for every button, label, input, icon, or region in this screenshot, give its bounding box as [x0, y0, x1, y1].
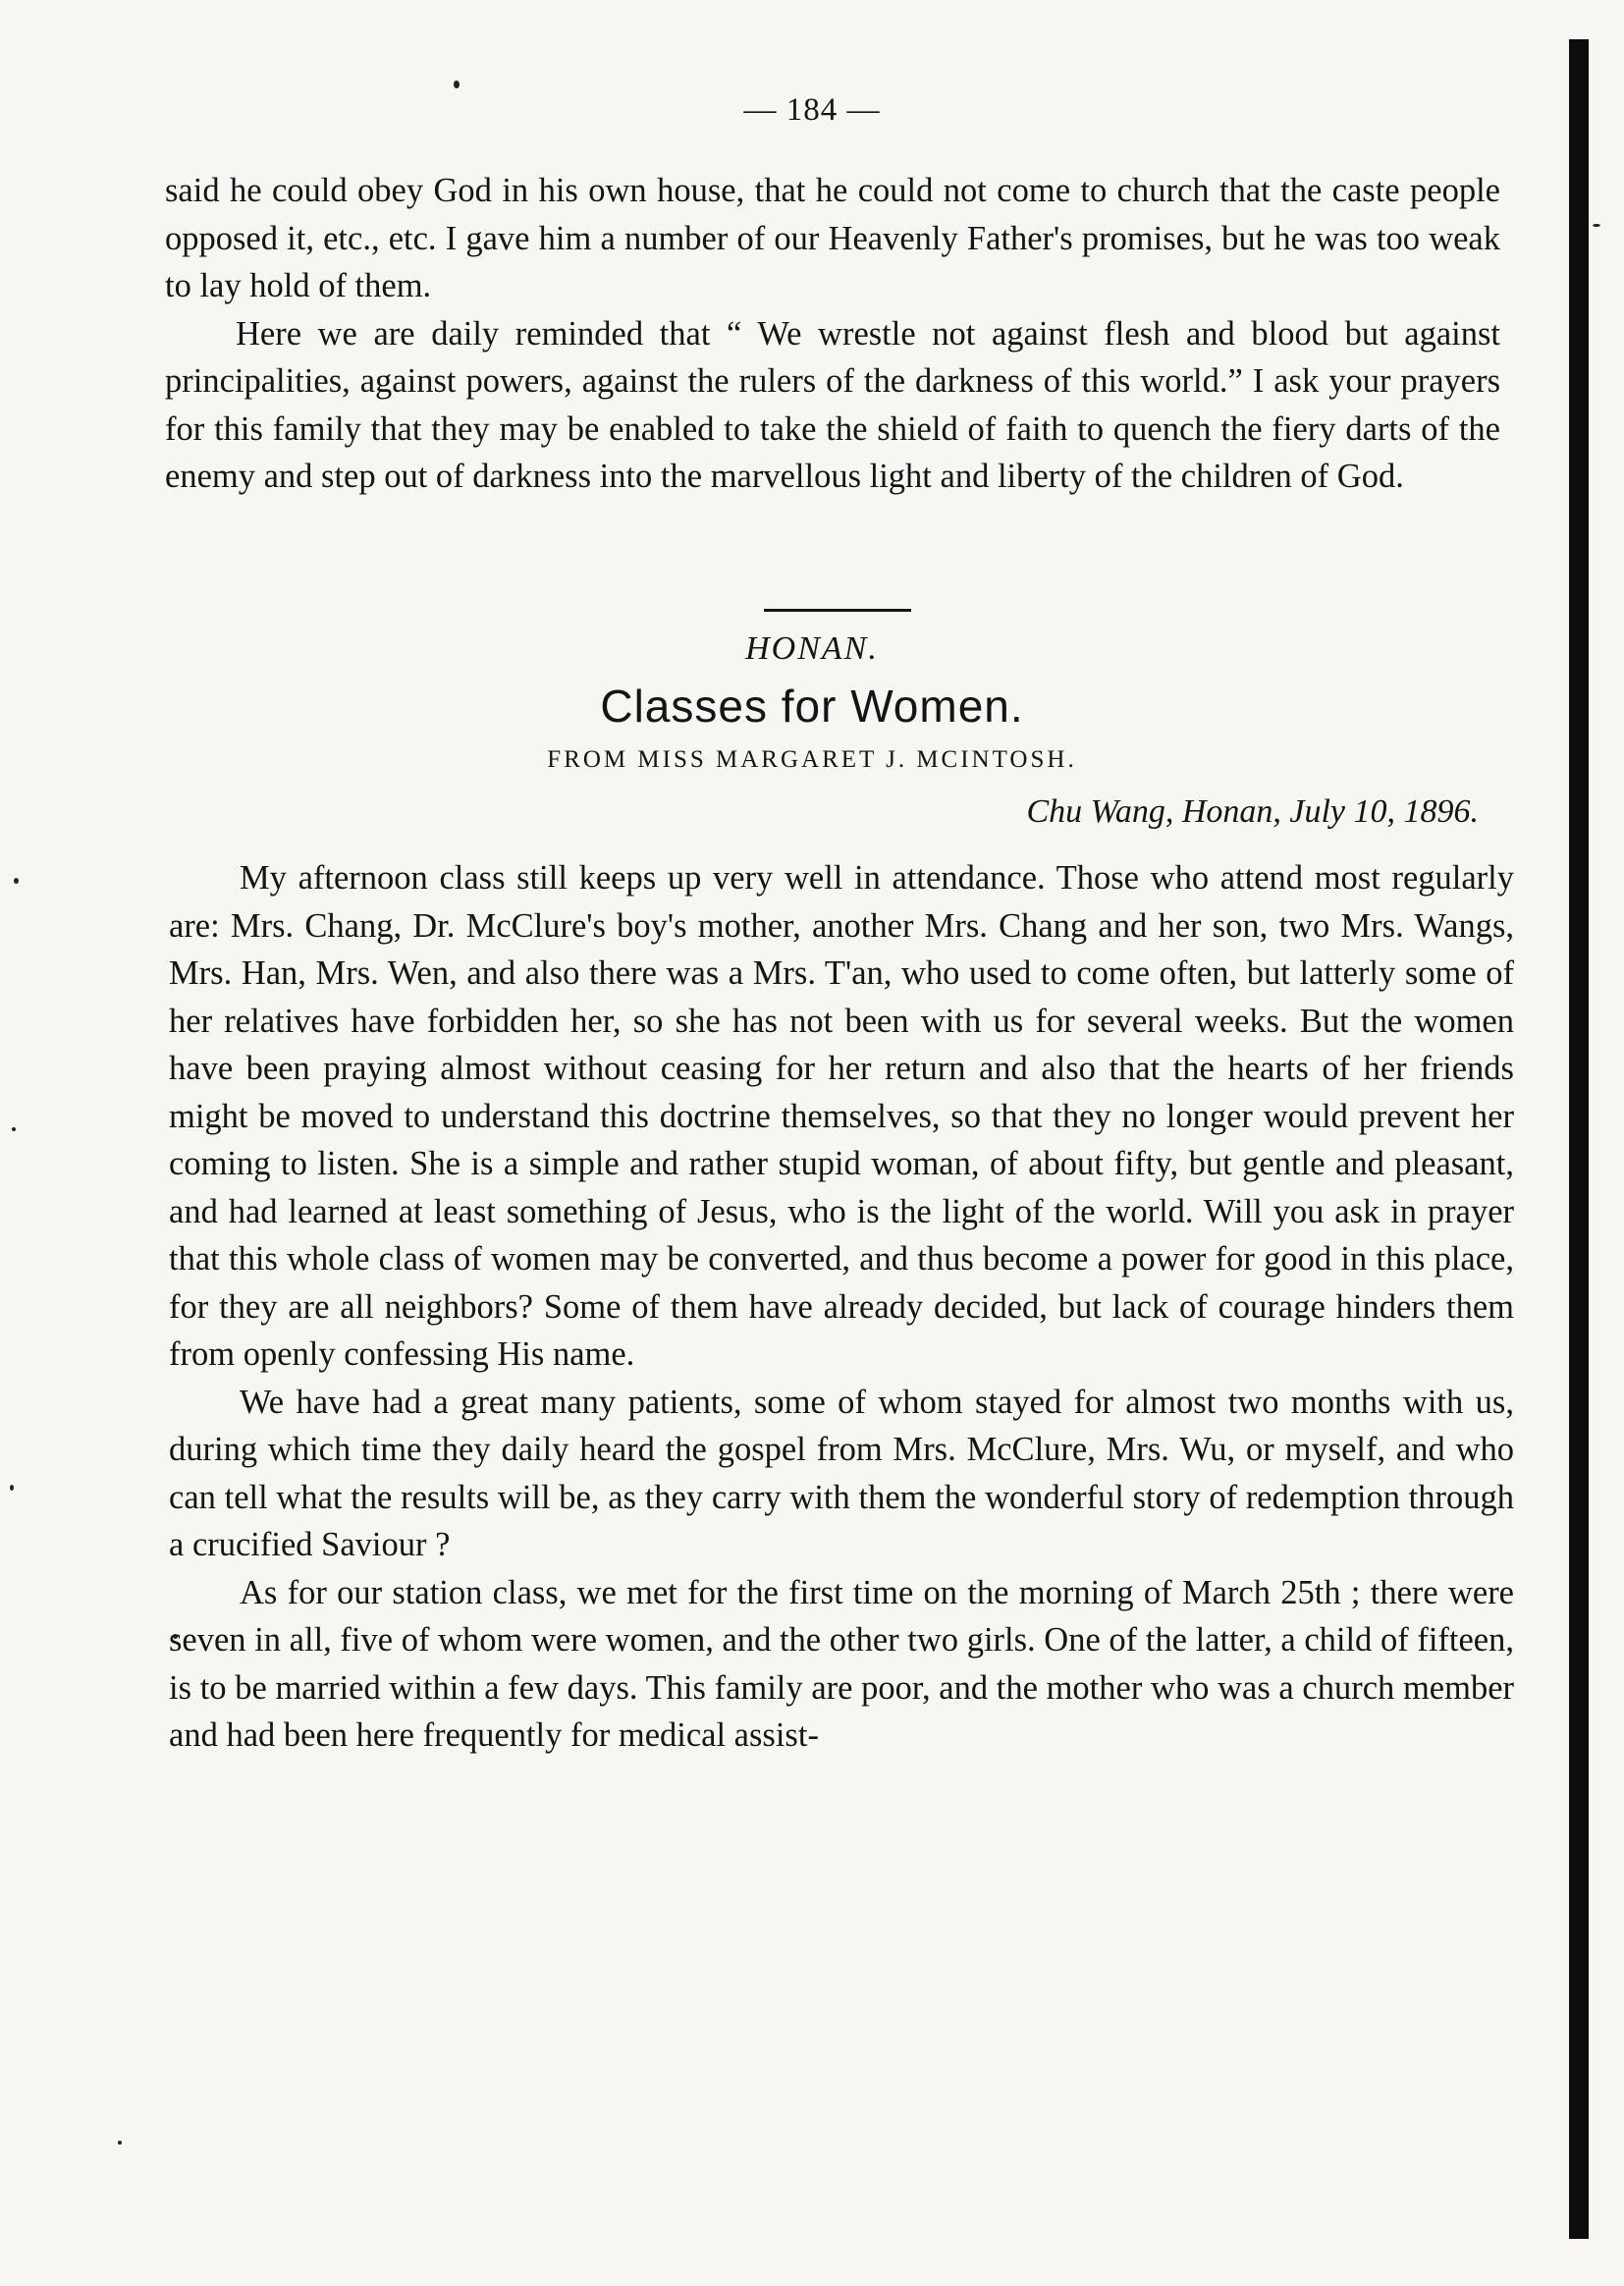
region-heading: HONAN.: [745, 630, 879, 667]
paragraph: We have had a great many patients, some of whom stayed for almost two months with us, during which time they daily heard the gospel from Mrs. McClure, Mrs. Wu, or myself, and who can tell what the results will be, as they carry with them the wonderful story of redemption through a crucified Saviour ?: [169, 1383, 1514, 1563]
paragraph: My afternoon class still keeps up very well in attendance. Those who attend most regularly are: Mrs. Chang, Dr. McClure's boy's mother, another Mrs. Chang and her son, two Mrs. Wangs, Mrs. Han, Mrs. Wen, and also there was a Mrs. T'an, who used to come often, but latterly some of her relatives have forbidden her, so she has not been with us for several weeks. But the women have been praying almost without ceasing for her return and also that the hearts of her friends might be moved to understand this doctrine themselves, so that they no longer would prevent her coming to listen. She is a simple and rather stupid woman, of about fifty, but gentle and pleasant, and had learned at least something of Jesus, who is the light of the world. Will you ask in prayer that this whole class of women may be converted, and thus become a power for good in this place, for they are all neighbors? Some of them have already decided, but lack of courage hinders them from openly confessing His name.: [169, 859, 1514, 1373]
page-edge-shadow: [1569, 39, 1589, 2239]
paragraph: As for our station class, we met for the first time on the morning of March 25th ; there were seven in all, five of whom were women, and the other two girls. One of the latter, a child of fifteen, is to be married within a few days. This family are poor, and the mother who was a church member and had been here frequently for medical assist-: [169, 1573, 1514, 1754]
article-body: [169, 854, 1514, 1760]
scan-speck: [14, 878, 19, 884]
scan-speck: [1593, 224, 1600, 227]
scan-speck: [10, 1485, 14, 1491]
paragraph: said he could obey God in his own house, that he could not come to church that the caste people opposed it, etc., etc. I gave him a number of our Heavenly Father's promises, but he was too weak to lay hold of them.: [165, 172, 1500, 304]
scan-speck: [454, 81, 460, 88]
byline: FROM MISS MARGARET J. MCINTOSH.: [547, 746, 1077, 773]
article-title: Classes for Women.: [600, 680, 1024, 732]
paragraph: Here we are daily reminded that “ We wrestle not against flesh and blood but against principalities, against powers, against the rulers of the darkness of this world.” I ask your prayers for this family that they may be enabled to take the shield of faith to quench the fiery darts of the enemy and step out of darkness into the marvellous light and liberty of the children of God.: [165, 314, 1500, 495]
continued-text: [165, 167, 1500, 501]
scan-speck: [118, 2141, 122, 2145]
section-divider: [764, 609, 911, 612]
page-number: — 184 —: [743, 92, 881, 128]
dateline: Chu Wang, Honan, July 10, 1896.: [1026, 793, 1479, 830]
scan-speck: [12, 1127, 16, 1131]
